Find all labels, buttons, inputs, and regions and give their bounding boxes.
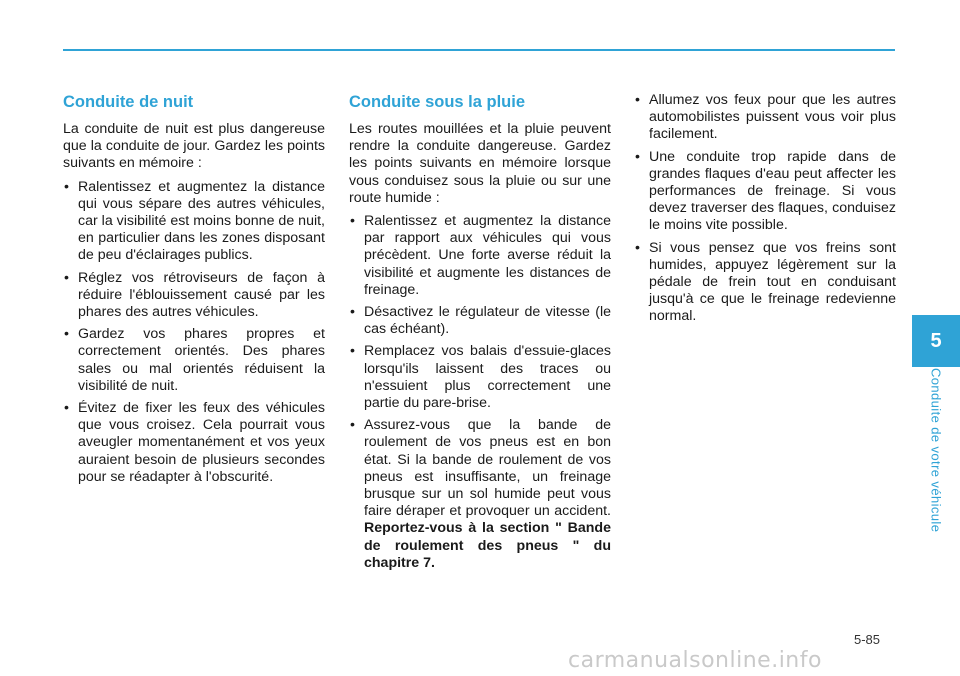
night-list — [63, 179, 325, 486]
bullet-icon: • — [350, 343, 355, 360]
list-item-text: Remplacez vos balais d'essuie-glaces lorsqu'ils laissent des traces ou n'essuient plus correctement une partie du pare-brise. — [364, 343, 611, 412]
bullet-icon: • — [350, 213, 355, 230]
list-item — [63, 326, 325, 395]
list-item — [349, 343, 611, 412]
bullet-icon: • — [64, 400, 69, 417]
list-item — [349, 213, 611, 299]
chapter-title-text: Conduite de votre véhicule — [928, 368, 944, 533]
rain-continued-list — [634, 92, 896, 326]
list-item-text: Une conduite trop rapide dans de grandes flaques d'eau peut affecter les performances de freinage. Si vous devez traverser des flaques, conduisez le moins vite possible. — [649, 148, 896, 234]
list-item — [634, 240, 896, 326]
list-item-text: Si vous pensez que vos freins sont humides, appuyez légèrement sur la pédale de frein tout en conduisant jusqu'à ce que le freinage redevienne normal. — [649, 239, 896, 325]
list-item-text: Gardez vos phares propres et correctement orientés. Des phares sales ou mal orientés réduisent la visibilité de nuit. — [78, 326, 325, 394]
list-item-text: Assurez-vous que la bande de roulement de vos pneus est en bon état. Si la bande de roulement de vos pneus est insuffisante, un freinage brusque sur un sol humide peut vous faire déraper et provoquer un accident. — [364, 417, 611, 520]
bullet-icon: • — [64, 269, 69, 286]
list-item-text: Ralentissez et augmentez la distance par rapport aux véhicules qui vous précèdent. Une forte averse réduit la visibilité et augmente les distances de freinage. — [364, 213, 611, 298]
column-rain-driving — [349, 92, 611, 577]
list-item — [63, 400, 325, 486]
list-item-text: Allumez vos feux pour que les autres automobilistes puissent vous voir plus facilement. — [649, 92, 896, 143]
bullet-icon: • — [350, 417, 355, 434]
list-item — [634, 92, 896, 144]
header-rule — [63, 49, 895, 51]
section-title-night: Conduite de nuit — [63, 93, 194, 111]
column-rain-continued — [634, 92, 896, 331]
list-item — [63, 179, 325, 265]
list-item — [63, 270, 325, 322]
list-item-text: Réglez vos rétroviseurs de façon à réduire l'éblouissement causé par les phares des autres véhicules. — [78, 269, 325, 321]
list-item — [634, 149, 896, 235]
bullet-icon: • — [635, 92, 640, 108]
list-item — [349, 417, 611, 572]
watermark: carmanualsonline.info — [568, 648, 822, 673]
bullet-icon: • — [64, 326, 69, 343]
bullet-icon: • — [350, 304, 355, 321]
list-item — [349, 304, 611, 338]
list-item-text: Désactivez le régulateur de vitesse (le cas échéant). — [364, 304, 611, 338]
column-night-driving — [63, 92, 325, 491]
section-intro-rain: Les routes mouillées et la pluie peuvent rendre la conduite dangereuse. Gardez les points suivants en mémoire lorsque vous conduisez sous la pluie ou sur une route humide : — [349, 121, 611, 206]
list-item-text: Ralentissez et augmentez la distance qui vous sépare des autres véhicules, car la visibilité est moins bonne de nuit, en particulier dans les zones disposant de peu d'éclairages publics. — [78, 178, 325, 264]
rain-list — [349, 213, 611, 572]
section-intro-night: La conduite de nuit est plus dangereuse que la conduite de jour. Gardez les points suivants en mémoire : — [63, 121, 325, 172]
page-number: 5-85 — [854, 632, 881, 647]
bullet-icon: • — [64, 178, 69, 195]
list-item-text: Évitez de fixer les feux des véhicules que vous croisez. Cela pourrait vous aveugler momentanément et vos yeux auraient besoin de plusieurs secondes pour se réadapter à l'obscurité. — [78, 400, 325, 485]
chapter-title-vertical — [922, 368, 950, 544]
section-title-rain: Conduite sous la pluie — [349, 93, 526, 111]
chapter-tab: 5 — [912, 315, 960, 367]
bullet-icon: • — [635, 239, 640, 256]
bullet-icon: • — [635, 148, 640, 165]
cross-reference: Reportez-vous à la section " Bande de roulement des pneus " du chapitre 7. — [364, 520, 611, 571]
